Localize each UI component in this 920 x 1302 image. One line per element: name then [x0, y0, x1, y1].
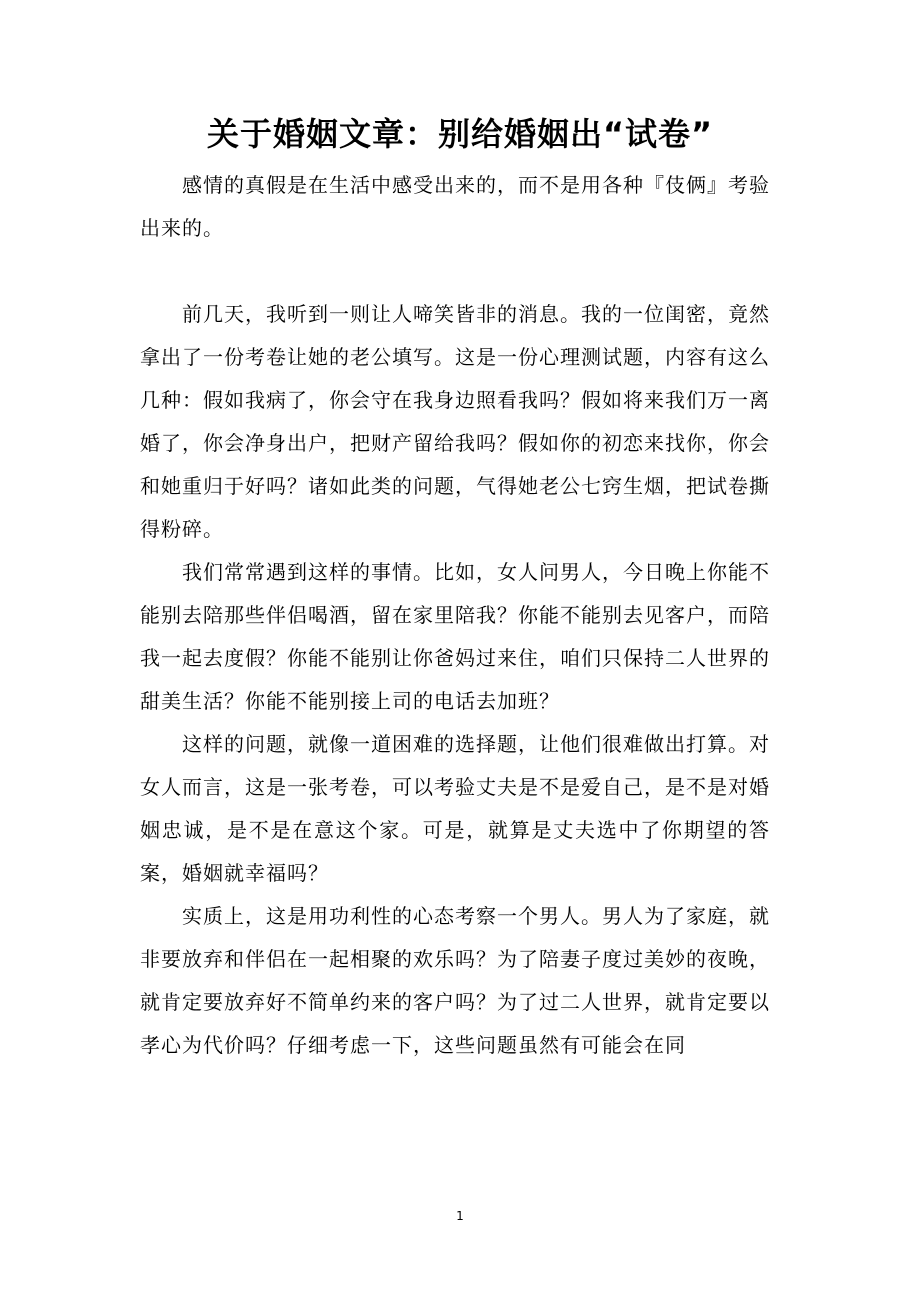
paragraph-5: 实质上，这是用功利性的心态考察一个男人。男人为了家庭，就非要放弃和伴侣在一起相聚的欢乐吗？为了陪妻子度过美妙的夜晚，就肯定要放弃好不简单约来的客户吗？为了过二人世界，就肯定要以孝心为代价吗？仔细考虑一下，这些问题虽然有可能会在同	[140, 904, 770, 1057]
page-number: 1	[456, 1209, 464, 1223]
paragraph-gap	[140, 250, 770, 293]
paragraph-3: 我们常常遇到这样的事情。比如，女人问男人，今日晚上你能不能别去陪那些伴侣喝酒，留在家里陪我？你能不能别去见客户，而陪我一起去度假？你能不能别让你爸妈过来住，咱们只保持二人世界的甜美生活？你能不能别接上司的电话去加班？	[140, 560, 770, 713]
article-body	[140, 164, 770, 1067]
paragraph-2: 前几天，我听到一则让人啼笑皆非的消息。我的一位闺密，竟然拿出了一份考卷让她的老公填写。这是一份心理测试题，内容有这么几种：假如我病了，你会守在我身边照看我吗？假如将来我们万一离婚了，你会净身出户，把财产留给我吗？假如你的初恋来找你，你会和她重归于好吗？诸如此类的问题，气得她老公七窍生烟，把试卷撕得粉碎。	[140, 302, 770, 541]
article-title: 关于婚姻文章：别给婚姻出“试卷”	[206, 115, 714, 153]
paragraph-intro: 感情的真假是在生活中感受出来的，而不是用各种『伎俩』考验出来的。	[140, 173, 770, 240]
paragraph-4: 这样的问题，就像一道困难的选择题，让他们很难做出打算。对女人而言，这是一张考卷，可以考验丈夫是不是爱自己，是不是对婚姻忠诚，是不是在意这个家。可是，就算是丈夫选中了你期望的答案，婚姻就幸福吗？	[140, 732, 770, 885]
